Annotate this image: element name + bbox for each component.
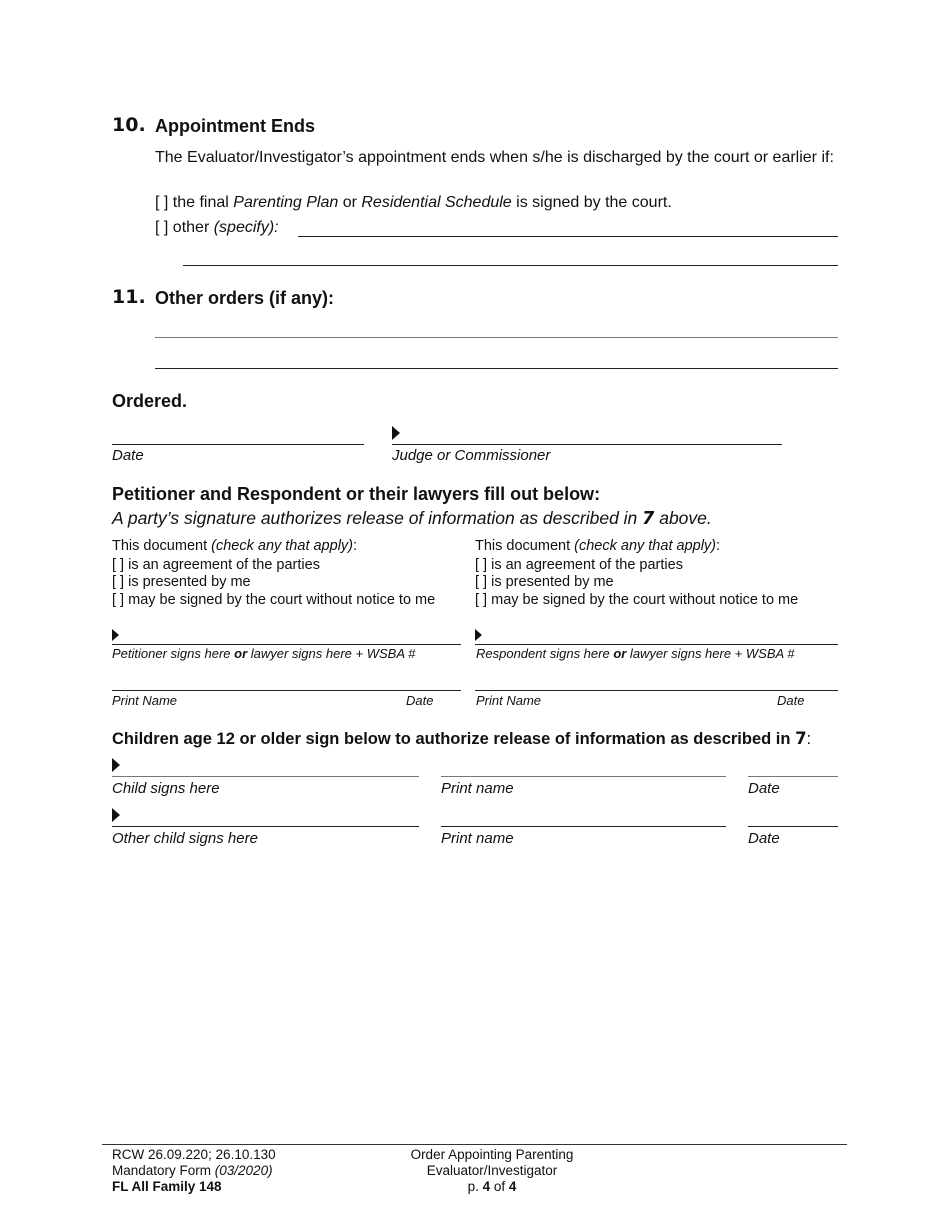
- petitioner-doc-c: :: [353, 538, 358, 554]
- child2-sign-label: Other child signs here: [112, 830, 258, 847]
- child1-date-line[interactable]: [748, 776, 838, 777]
- respondent-option-no-notice[interactable]: [ ] may be signed by the court without notice to me: [475, 592, 799, 608]
- option-final-plan-text-e: is signed by the court.: [511, 194, 672, 211]
- footer-mandatory-form: [112, 1163, 273, 1178]
- ordered-date-label: Date: [112, 447, 144, 464]
- option-other[interactable]: [155, 219, 279, 237]
- respondent-print-name-line[interactable]: [475, 690, 838, 691]
- option-final-plan-text-a: the final: [172, 194, 234, 211]
- child2-sign-arrow-icon: [112, 808, 120, 822]
- petitioner-sign-arrow-icon: [112, 629, 119, 641]
- child1-print-label: Print name: [441, 780, 514, 797]
- petitioner-date-label: Date: [406, 693, 434, 708]
- petitioner-print-name-label: Print Name: [112, 693, 178, 708]
- children-heading-b: :: [806, 730, 812, 748]
- petitioner-doc-label: [112, 538, 357, 554]
- footer-page-a: p.: [467, 1179, 483, 1194]
- child1-sign-arrow-icon: [112, 758, 120, 772]
- petitioner-print-name-line[interactable]: [112, 690, 461, 691]
- section-11-title: Other orders (if any):: [155, 288, 335, 308]
- petitioner-option-agreement[interactable]: [ ] is an agreement of the parties: [112, 557, 320, 573]
- other-orders-line-2[interactable]: [155, 368, 838, 369]
- parties-subheading: [112, 508, 712, 529]
- respondent-doc-b: (check any that apply): [574, 538, 716, 554]
- child1-sign-label: Child signs here: [112, 780, 220, 797]
- respondent-sign-label: [476, 646, 795, 661]
- petitioner-option-presented[interactable]: [ ] is presented by me: [112, 574, 251, 590]
- judge-label: Judge or Commissioner: [392, 447, 551, 464]
- child2-print-label: Print name: [441, 830, 514, 847]
- petitioner-sign-label: [112, 646, 415, 661]
- child1-print-line[interactable]: [441, 776, 726, 777]
- respondent-option-presented[interactable]: [ ] is presented by me: [475, 574, 614, 590]
- respondent-option-agreement[interactable]: [ ] is an agreement of the parties: [475, 557, 683, 573]
- footer-mandatory-a: Mandatory Form: [112, 1163, 215, 1178]
- petitioner-sign-or: or: [234, 646, 248, 661]
- respondent-signature-line[interactable]: [475, 644, 838, 645]
- petitioner-sign-a: Petitioner signs here: [112, 646, 235, 661]
- section-10-intro: The Evaluator/Investigator’s appointment ends when s/he is discharged by the court or earlier if:: [155, 149, 834, 166]
- checkbox-other[interactable]: [ ]: [155, 219, 169, 236]
- other-specify-line-2[interactable]: [183, 265, 838, 266]
- petitioner-option-no-notice[interactable]: [ ] may be signed by the court without notice to me: [112, 592, 436, 608]
- child1-signature-line[interactable]: [112, 776, 419, 777]
- child2-signature-line[interactable]: [112, 826, 419, 827]
- respondent-sign-a: Respondent signs here: [476, 646, 614, 661]
- ordered-date-line[interactable]: [112, 444, 364, 445]
- footer-doc-title-1: Order Appointing Parenting: [410, 1147, 574, 1162]
- other-specify-line-1[interactable]: [298, 236, 838, 237]
- footer-form-id: FL All Family 148: [112, 1179, 222, 1194]
- section-10-title: Appointment Ends: [155, 116, 315, 136]
- child2-date-line[interactable]: [748, 826, 838, 827]
- option-final-plan-text-c: or: [338, 194, 362, 211]
- section-11-number: 11.: [112, 286, 146, 308]
- petitioner-doc-a: This document: [112, 538, 212, 554]
- respondent-sign-or: or: [613, 646, 627, 661]
- ordered-title: Ordered.: [112, 391, 188, 411]
- footer-page-num: 4: [482, 1179, 491, 1194]
- respondent-sign-arrow-icon: [475, 629, 482, 641]
- footer-mandatory-b: (03/2020): [214, 1163, 273, 1178]
- parties-heading: Petitioner and Respondent or their lawyers fill out below:: [112, 484, 601, 504]
- judge-signature-line[interactable]: [392, 444, 782, 445]
- option-other-text-b: (specify):: [213, 219, 279, 236]
- petitioner-sign-b: lawyer signs here + WSBA #: [247, 646, 416, 661]
- footer-rule: [102, 1144, 847, 1145]
- footer-statute: RCW 26.09.220; 26.10.130: [112, 1147, 276, 1162]
- petitioner-signature-line[interactable]: [112, 644, 461, 645]
- respondent-doc-c: :: [716, 538, 721, 554]
- option-final-plan-text-b: Parenting Plan: [233, 194, 339, 211]
- respondent-doc-a: This document: [475, 538, 575, 554]
- respondent-print-name-label: Print Name: [476, 693, 542, 708]
- sign-arrow-icon: [392, 426, 400, 440]
- option-final-plan[interactable]: [155, 194, 672, 212]
- child1-date-label: Date: [748, 780, 780, 797]
- footer-page-number: [392, 1179, 592, 1194]
- petitioner-doc-b: (check any that apply): [211, 538, 353, 554]
- parties-subheading-a: A party’s signature authorizes release of information as described in: [112, 508, 643, 528]
- children-heading-a: Children age 12 or older sign below to authorize release of information as described in: [112, 730, 796, 748]
- respondent-doc-label: [475, 538, 720, 554]
- children-heading-num: 7: [795, 729, 807, 748]
- respondent-date-label: Date: [777, 693, 805, 708]
- checkbox-final-plan[interactable]: [ ]: [155, 194, 169, 211]
- option-final-plan-text-d: Residential Schedule: [361, 194, 512, 211]
- child2-print-line[interactable]: [441, 826, 726, 827]
- footer-page-total: 4: [508, 1179, 517, 1194]
- child2-date-label: Date: [748, 830, 780, 847]
- section-10-number: 10.: [112, 114, 146, 136]
- option-other-text-a: other: [172, 219, 214, 236]
- children-heading: [112, 729, 811, 749]
- parties-subheading-num: 7: [642, 509, 655, 529]
- respondent-sign-b: lawyer signs here + WSBA #: [626, 646, 795, 661]
- other-orders-line-1[interactable]: [155, 337, 838, 338]
- parties-subheading-b: above.: [654, 508, 712, 528]
- footer-doc-title-2: Evaluator/Investigator: [426, 1163, 558, 1178]
- footer-page-of: of: [490, 1179, 509, 1194]
